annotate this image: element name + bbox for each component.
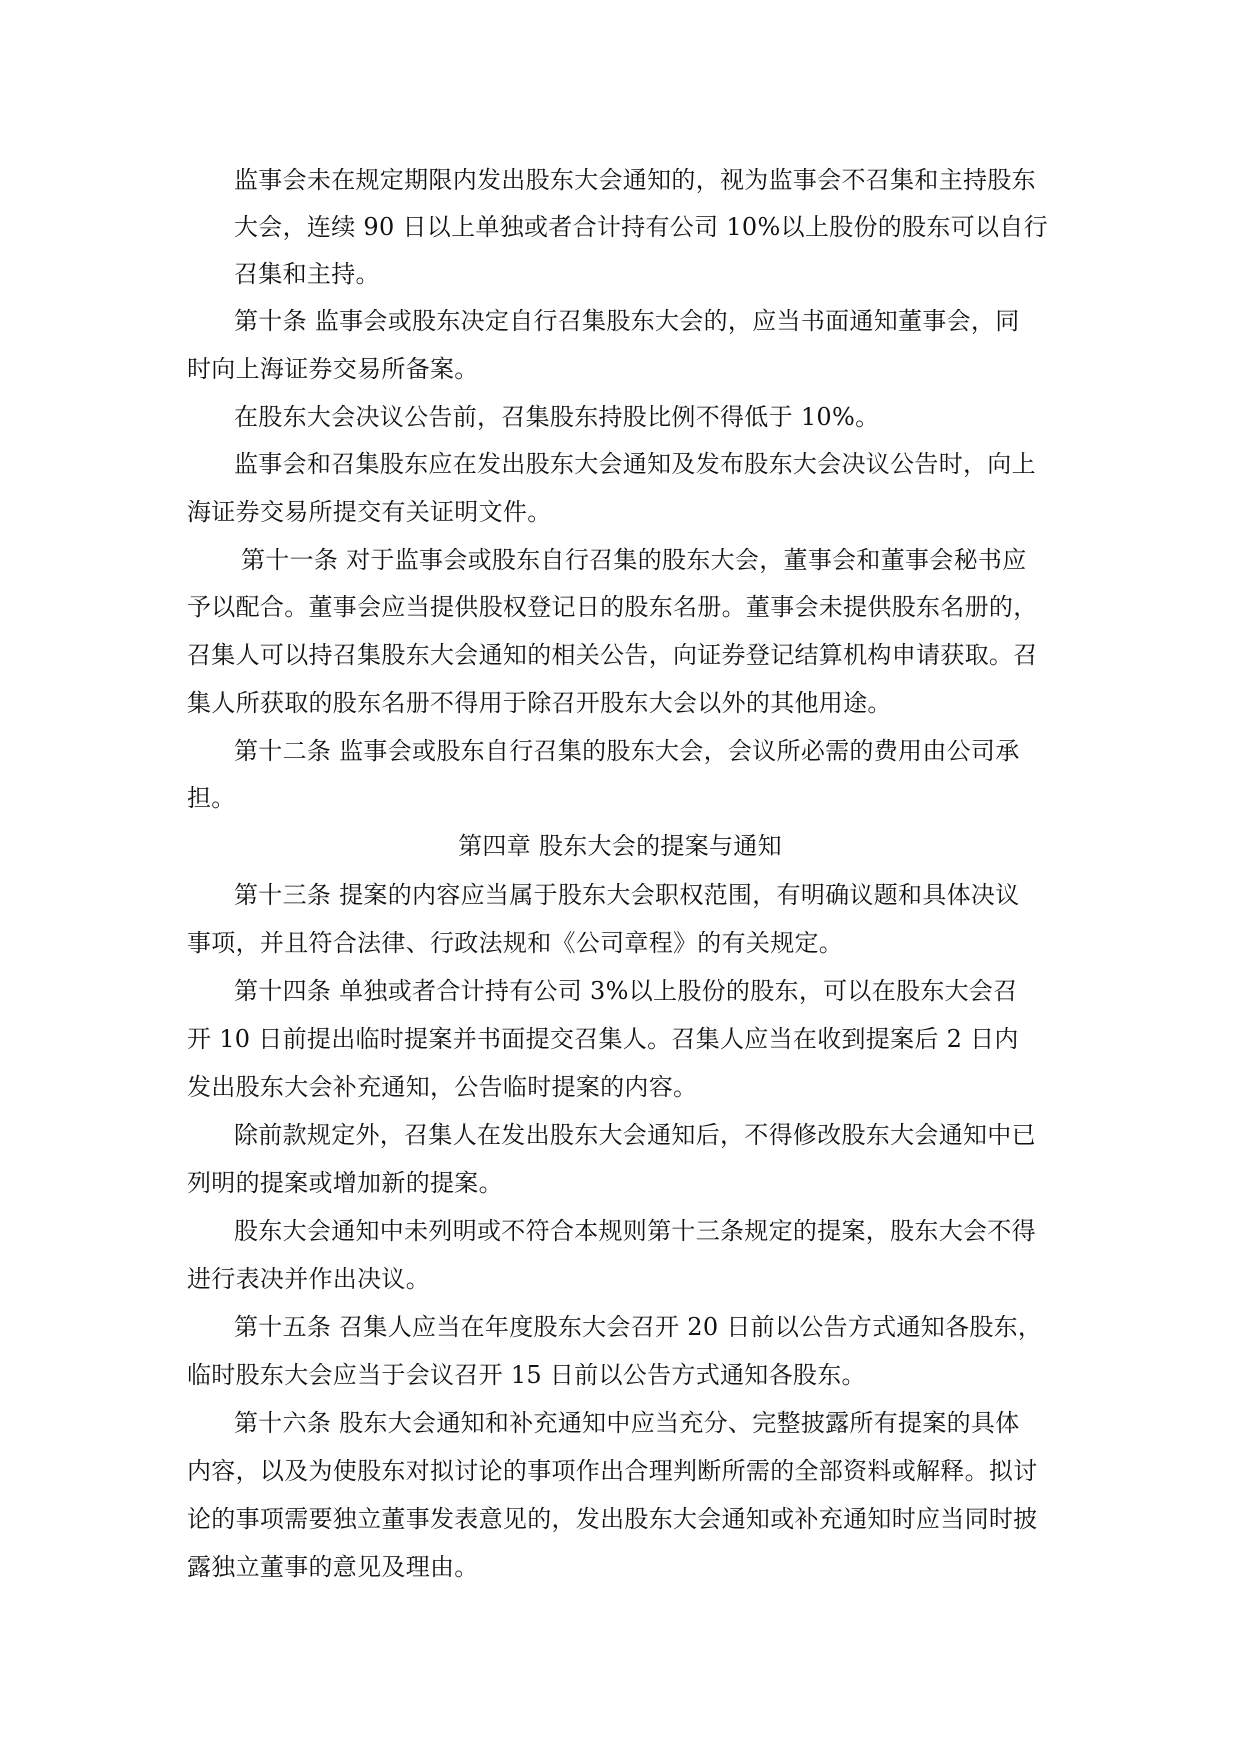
chapter-heading: 第四章 股东大会的提案与通知 [458,832,782,860]
paragraph-line: 股东大会通知中未列明或不符合本规则第十三条规定的提案，股东大会不得 [234,1217,1036,1245]
article-15-line: 第十五条 召集人应当在年度股东大会召开 20 日前以公告方式通知各股东， [234,1313,1043,1341]
article-14-line: 第十四条 单独或者合计持有公司 3%以上股份的股东，可以在股东大会召 [234,977,1018,1005]
paragraph-line: 监事会和召集股东应在发出股东大会通知及发布股东大会决议公告时，向上 [234,450,1036,478]
paragraph-line: 海证券交易所提交有关证明文件。 [187,498,552,526]
paragraph-line: 列明的提案或增加新的提案。 [187,1169,503,1197]
article-16-line: 第十六条 股东大会通知和补充通知中应当充分、完整披露所有提案的具体 [234,1409,1020,1437]
paragraph-line: 在股东大会决议公告前，召集股东持股比例不得低于 10%。 [234,403,880,431]
paragraph-line: 开 10 日前提出临时提案并书面提交召集人。召集人应当在收到提案后 2 日内 [187,1025,1019,1053]
article-11-line: 第十一条 对于监事会或股东自行召集的股东大会，董事会和董事会秘书应 [241,546,1027,574]
paragraph-line: 论的事项需要独立董事发表意见的，发出股东大会通知或补充通知时应当同时披 [187,1505,1038,1533]
paragraph-line: 露独立董事的意见及理由。 [187,1553,479,1581]
paragraph-line: 召集和主持。 [234,260,380,288]
paragraph-line: 监事会未在规定期限内发出股东大会通知的，视为监事会不召集和主持股东 [234,166,1036,194]
paragraph-line: 时向上海证券交易所备案。 [187,355,479,383]
paragraph-line: 进行表决并作出决议。 [187,1265,430,1293]
article-13-line: 第十三条 提案的内容应当属于股东大会职权范围，有明确议题和具体决议 [234,881,1020,909]
paragraph-line: 内容，以及为使股东对拟讨论的事项作出合理判断所需的全部资料或解释。拟讨 [187,1457,1038,1485]
paragraph-line: 集人所获取的股东名册不得用于除召开股东大会以外的其他用途。 [187,689,892,717]
paragraph-line: 除前款规定外，召集人在发出股东大会通知后，不得修改股东大会通知中已 [234,1121,1036,1149]
paragraph-line: 临时股东大会应当于会议召开 15 日前以公告方式通知各股东。 [187,1361,866,1389]
paragraph-line: 发出股东大会补充通知，公告临时提案的内容。 [187,1073,698,1101]
paragraph-line: 担。 [187,784,236,812]
article-12-line: 第十二条 监事会或股东自行召集的股东大会，会议所必需的费用由公司承 [234,737,1020,765]
paragraph-line: 大会，连续 90 日以上单独或者合计持有公司 10%以上股份的股东可以自行 [234,213,1048,241]
paragraph-line: 召集人可以持召集股东大会通知的相关公告，向证券登记结算机构申请获取。召 [187,641,1038,669]
article-10-line: 第十条 监事会或股东决定自行召集股东大会的，应当书面通知董事会，同 [234,307,1020,335]
paragraph-line: 予以配合。董事会应当提供股权登记日的股东名册。董事会未提供股东名册的， [187,593,1038,621]
paragraph-line: 事项，并且符合法律、行政法规和《公司章程》的有关规定。 [187,929,844,957]
